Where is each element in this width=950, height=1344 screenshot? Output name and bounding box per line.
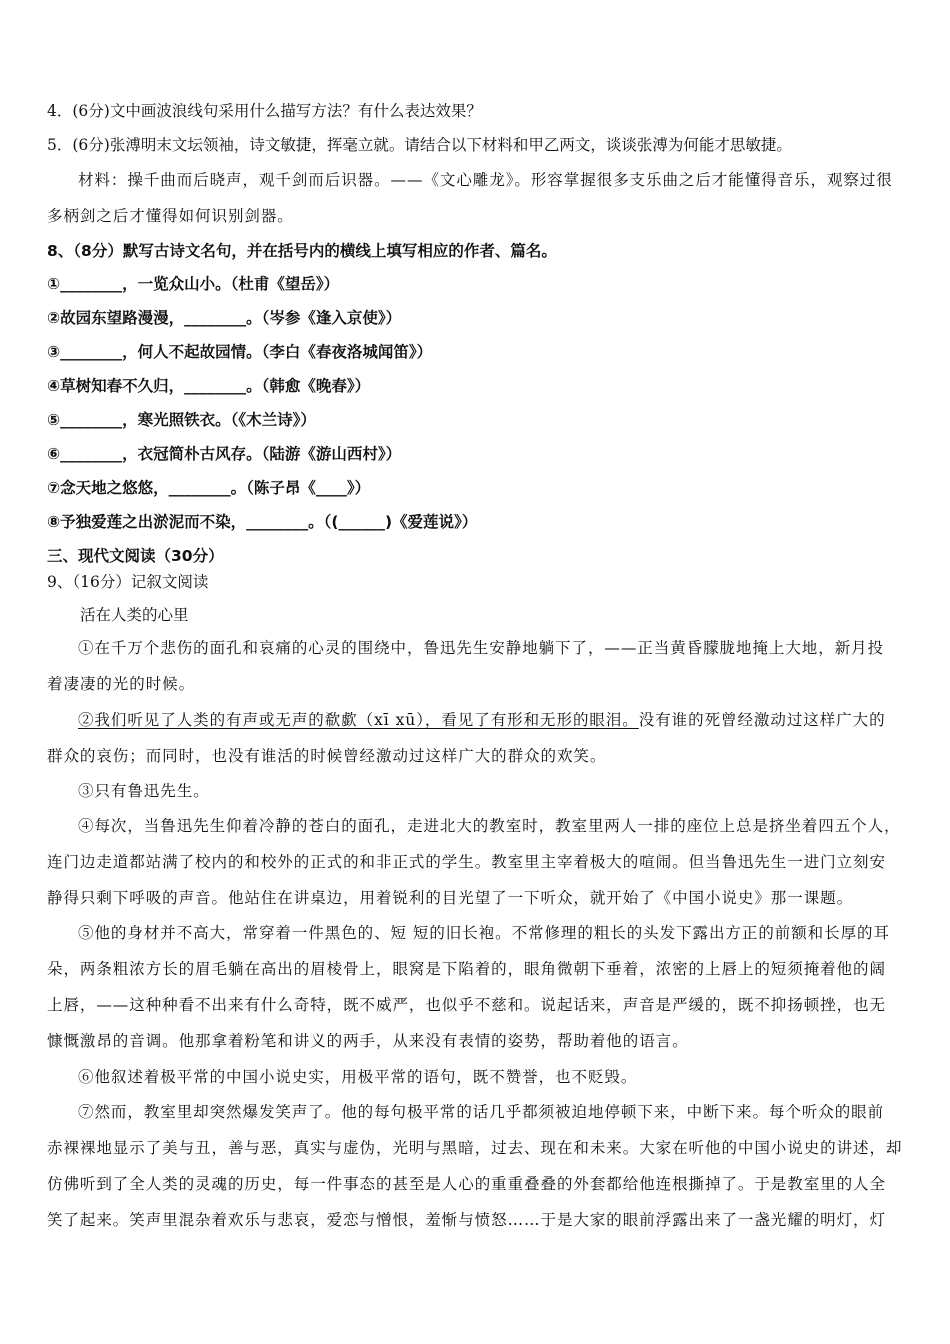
question-4: 4．(6分)文中画波浪线句采用什么描写方法？有什么表达效果？ <box>47 102 482 120</box>
question-9-title: 9、（16分）记叙文阅读 <box>47 573 209 591</box>
paragraph-2-rest: 没有谁的死曾经激动过这样广大的 <box>638 711 886 729</box>
paragraph-5-line: 朵，两条粗浓方长的眉毛躺在高出的眉棱骨上，眼窝是下陷着的，眼角微朝下垂着，浓密的上唇上的短须掩着他的阔 <box>47 960 886 978</box>
recitation-item: ①________，一览众山小。（杜甫《望岳》） <box>47 275 340 293</box>
paragraph-4-line: ④每次，当鲁迅先生仰着冷静的苍白的面孔，走进北大的教室时，教室里两人一排的座位上总是挤坐着四五个人， <box>78 817 901 835</box>
paragraph-1-line: ①在千万个悲伤的面孔和哀痛的心灵的围绕中，鲁迅先生安静地躺下了，——正当黄昏朦胧地掩上大地，新月投 <box>78 639 885 657</box>
recitation-item: ④草树知春不久归，________。（韩愈《晚春》） <box>47 377 371 395</box>
question-8-title: 8、（8分）默写古诗文名句，并在括号内的横线上填写相应的作者、篇名。 <box>47 242 557 260</box>
paragraph-6: ⑥他叙述着极平常的中国小说史实，用极平常的语句，既不赞誉，也不贬毁。 <box>78 1068 638 1086</box>
paragraph-5-line: 慷慨激昂的音调。他那拿着粉笔和讲义的两手，从来没有表情的姿势，帮助着他的语言。 <box>47 1032 689 1050</box>
paragraph-4-line: 静得只剩下呼吸的声音。他站住在讲桌边，用着锐利的目光望了一下听众，就开始了《中国小说史》那一课题。 <box>47 889 854 907</box>
wavy-line-sentence: ②我们听见了人类的有声或无声的欷歔（xī xū），看见了有形和无形的眼泪。 <box>78 711 639 729</box>
paragraph-3: ③只有鲁迅先生。 <box>78 782 210 800</box>
material-line-1: 材料：操千曲而后晓声，观千剑而后识器。——《文心雕龙》。形容掌握很多支乐曲之后才能懂得音乐，观察过很 <box>78 171 893 189</box>
recitation-item: ⑧予独爱莲之出淤泥而不染，________。（(______)《爱莲说》） <box>47 513 478 531</box>
paragraph-5-line: 上唇，——这种种看不出来有什么奇特，既不威严，也似乎不慈和。说起话来，声音是严缓的，既不抑扬顿挫，也无 <box>47 996 886 1014</box>
recitation-item: ⑤________，寒光照铁衣。（《木兰诗》） <box>47 411 316 429</box>
article-title: 活在人类的心里 <box>80 606 189 624</box>
paragraph-2-line <box>78 709 886 731</box>
paragraph-2-line: 群众的哀伤；而同时，也没有谁活的时候曾经激动过这样广大的群众的欢笑。 <box>47 747 607 765</box>
paragraph-7-line: 赤裸裸地显示了美与丑，善与恶，真实与虚伪，光明与黑暗，过去、现在和未来。大家在听他的中国小说史的讲述，却 <box>47 1139 903 1157</box>
paragraph-7-line: 笑了起来。笑声里混杂着欢乐与悲哀，爱恋与憎恨，羞惭与愤怒……于是大家的眼前浮露出来了一盏光耀的明灯，灯 <box>47 1211 886 1229</box>
paragraph-7-line: 仿佛听到了全人类的灵魂的历史，每一件事态的甚至是人心的重重叠叠的外套都给他连根撕掉了。于是教室里的人全 <box>47 1175 886 1193</box>
question-5: 5．(6分)张溥明末文坛领袖，诗文敏捷，挥毫立就。请结合以下材料和甲乙两文，谈谈张溥为何能才思敏捷。 <box>47 136 792 154</box>
paragraph-5-line: ⑤他的身材并不高大，常穿着一件黑色的、短 短的旧长袍。不常修理的粗长的头发下露出方正的前额和长厚的耳 <box>78 924 890 942</box>
material-line-2: 多柄剑之后才懂得如何识别剑器。 <box>47 207 294 225</box>
section-title: 三、现代文阅读（30分） <box>47 547 224 565</box>
recitation-item: ⑥________，衣冠简朴古风存。（陆游《游山西村》） <box>47 445 402 463</box>
paragraph-4-line: 连门边走道都站满了校内的和校外的正式的和非正式的学生。教室里主宰着极大的喧闹。但当鲁迅先生一进门立刻安 <box>47 853 886 871</box>
paragraph-7-line: ⑦然而，教室里却突然爆发笑声了。他的每句极平常的话几乎都须被迫地停顿下来，中断下来。每个听众的眼前 <box>78 1103 885 1121</box>
recitation-item: ⑦念天地之悠悠，________。（陈子昂《____》） <box>47 479 371 497</box>
recitation-item: ③________，何人不起故园情。（李白《春夜洛城闻笛》） <box>47 343 433 361</box>
paragraph-1-line: 着凄凄的光的时候。 <box>47 675 196 693</box>
recitation-item: ②故园东望路漫漫，________。（岑参《逢入京使》） <box>47 309 402 327</box>
